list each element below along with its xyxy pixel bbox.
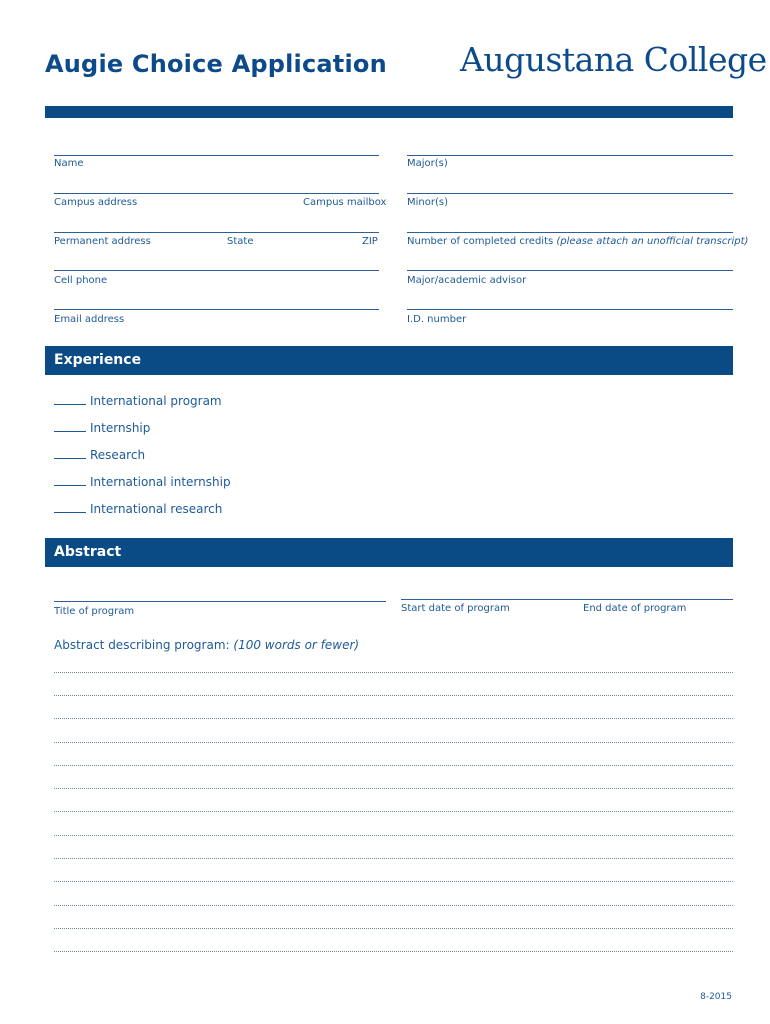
experience-option-label: Research [90,448,146,462]
majors-field[interactable] [407,155,733,156]
program-title-label: Title of program [54,606,135,617]
permanent-address-label: Permanent address [54,236,151,247]
abstract-writing-line[interactable] [54,858,733,859]
abstract-writing-line[interactable] [54,881,733,882]
abstract-heading: Abstract [54,544,122,560]
email-field[interactable] [54,309,379,310]
abstract-writing-line[interactable] [54,835,733,836]
start-date-label: Start date of program [401,603,510,614]
experience-checkbox-blank[interactable] [54,404,86,405]
experience-option[interactable] [54,502,222,516]
id-number-field[interactable] [407,309,733,310]
experience-option-label: International program [90,394,222,408]
abstract-word-limit: (100 words or fewer) [233,638,360,652]
advisor-label: Major/academic advisor [407,275,527,286]
majors-label: Major(s) [407,158,448,169]
campus-address-field[interactable] [54,193,379,194]
experience-checkbox-blank[interactable] [54,512,86,513]
end-date-label: End date of program [583,603,687,614]
header-divider-bar [45,106,733,118]
abstract-writing-line[interactable] [54,718,733,719]
minors-label: Minor(s) [407,197,448,208]
campus-mailbox-label: Campus mailbox [303,197,387,208]
experience-heading: Experience [54,352,142,368]
zip-label: ZIP [362,236,378,247]
id-number-label: I.D. number [407,314,467,325]
form-revision-code: 8-2015 [700,992,732,1002]
abstract-writing-line[interactable] [54,928,733,929]
abstract-writing-line[interactable] [54,951,733,952]
experience-option[interactable] [54,448,145,462]
abstract-writing-line[interactable] [54,672,733,673]
abstract-writing-line[interactable] [54,695,733,696]
abstract-writing-line[interactable] [54,765,733,766]
experience-option[interactable] [54,394,222,408]
abstract-prompt-text: Abstract describing program: [54,638,230,652]
advisor-field[interactable] [407,270,733,271]
name-field[interactable] [54,155,379,156]
program-title-field[interactable] [54,601,386,602]
program-dates-field[interactable] [401,599,733,600]
abstract-writing-line[interactable] [54,905,733,906]
page-title: Augie Choice Application [45,50,387,78]
permanent-address-field[interactable] [54,232,379,233]
experience-option[interactable] [54,475,231,489]
campus-address-label: Campus address [54,197,138,208]
minors-field[interactable] [407,193,733,194]
cell-phone-label: Cell phone [54,275,108,286]
experience-option-label: International research [90,502,223,516]
credits-field[interactable] [407,232,733,233]
experience-checkbox-blank[interactable] [54,431,86,432]
abstract-writing-line[interactable] [54,742,733,743]
experience-section-header [45,346,733,375]
credits-label-text: Number of completed credits [407,236,554,247]
email-label: Email address [54,314,125,325]
experience-option[interactable] [54,421,150,435]
state-label: State [227,236,254,247]
experience-option-label: Internship [90,421,151,435]
abstract-prompt [54,638,359,652]
name-label: Name [54,158,84,169]
credits-note: (please attach an unofficial transcript) [556,236,749,247]
college-logo: Augustana College [460,40,767,79]
abstract-section-header [45,538,733,567]
experience-checkbox-blank[interactable] [54,485,86,486]
experience-option-label: International internship [90,475,231,489]
credits-label [407,236,748,247]
cell-phone-field[interactable] [54,270,379,271]
abstract-writing-line[interactable] [54,788,733,789]
abstract-writing-line[interactable] [54,811,733,812]
experience-checkbox-blank[interactable] [54,458,86,459]
